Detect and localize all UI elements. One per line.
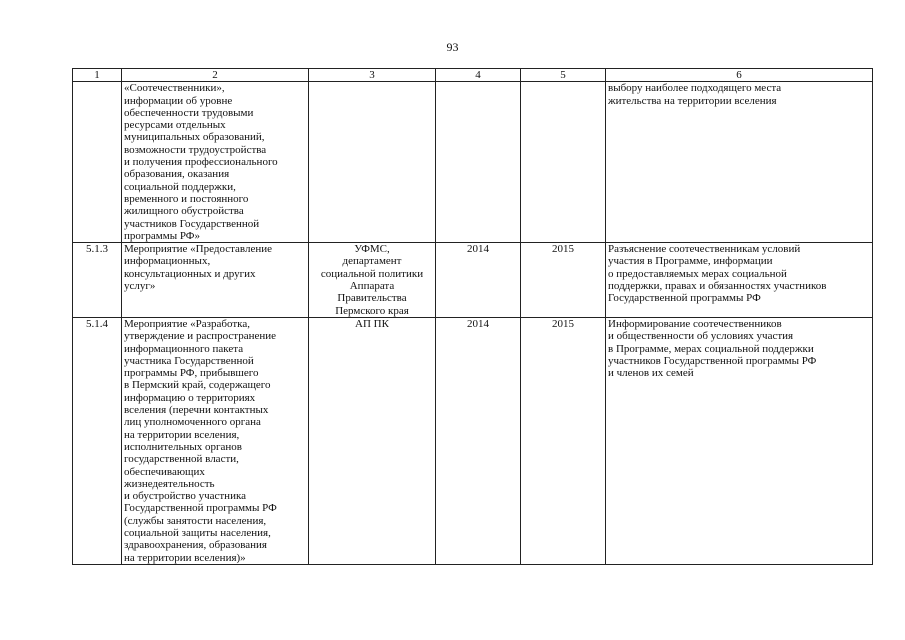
text-line: поддержки, правах и обязанностях участников: [608, 280, 827, 293]
text-line: выбору наиболее подходящего места: [608, 82, 782, 95]
header-col-3: 3: [309, 69, 436, 82]
start-year-cell: [436, 82, 521, 243]
text-line: Пермского края: [335, 304, 409, 317]
text-line: «Соотечественники»,: [124, 82, 225, 95]
header-col-2: 2: [122, 69, 309, 82]
text-line: консультационных и других: [124, 267, 256, 280]
text-line: информацию о территориях: [124, 391, 256, 404]
text-line: и членов их семей: [608, 367, 694, 380]
start-year-cell: 2014: [436, 317, 521, 564]
description-cell: [122, 317, 309, 564]
text-line: утверждение и распространение: [124, 330, 276, 343]
text-line: услуг»: [124, 280, 156, 293]
text-line: АП ПК: [355, 317, 389, 330]
text-line: лиц уполномоченного органа: [124, 416, 261, 429]
row-number-cell: 5.1.3: [73, 243, 122, 318]
text-line: здравоохранения, образования: [124, 539, 267, 552]
row-number-cell: [73, 82, 122, 243]
text-line: на территории вселения,: [124, 428, 240, 441]
text-line: Правительства: [337, 292, 407, 305]
text-line: участников Государственной программы РФ: [608, 354, 817, 367]
header-col-6: 6: [606, 69, 873, 82]
text-line: жительства на территории вселения: [608, 94, 777, 107]
text-line: Мероприятие «Разработка,: [124, 317, 250, 330]
table-row: [73, 243, 873, 318]
header-col-1: 1: [73, 69, 122, 82]
end-year-cell: 2015: [521, 243, 606, 318]
text-line: программы РФ»: [124, 229, 200, 242]
text-line: Разъяснение соотечественникам условий: [608, 243, 801, 256]
executor-cell: [309, 82, 436, 243]
text-line: ресурсами отдельных: [124, 119, 226, 132]
text-line: вселения (перечни контактных: [124, 404, 269, 417]
table-row: [73, 317, 873, 564]
text-line: социальной политики: [320, 267, 424, 280]
text-line: Государственной программы РФ: [124, 502, 277, 515]
measures-table: [72, 68, 873, 565]
text-line: государственной власти,: [124, 453, 239, 466]
table-body: [73, 82, 873, 565]
text-line: о предоставляемых мерах социальной: [608, 267, 787, 280]
end-year-cell: 2015: [521, 317, 606, 564]
text-line: жизнедеятельность: [124, 477, 215, 490]
result-cell: [606, 317, 873, 564]
text-line: участников Государственной: [124, 217, 260, 230]
text-line: социальной защиты населения,: [124, 526, 271, 539]
text-line: и общественности об условиях участия: [608, 330, 794, 343]
text-line: (службы занятости населения,: [124, 514, 267, 527]
text-line: Государственной программы РФ: [608, 292, 761, 305]
page-number: 93: [446, 40, 459, 54]
text-line: в Программе, мерах социальной поддержки: [608, 342, 814, 355]
text-line: информации об уровне: [124, 94, 233, 107]
text-line: исполнительных органов: [124, 440, 242, 453]
result-cell: [606, 82, 873, 243]
text-line: на территории вселения)»: [124, 551, 246, 564]
text-line: информационных,: [124, 255, 211, 268]
result-cell: [606, 243, 873, 318]
start-year-cell: 2014: [436, 243, 521, 318]
text-line: социальной поддержки,: [124, 180, 236, 193]
text-line: обеспеченности трудовыми: [124, 106, 254, 119]
text-line: образования, оказания: [124, 168, 230, 181]
text-line: и обустройство участника: [124, 490, 247, 503]
text-line: Мероприятие «Предоставление: [124, 243, 273, 256]
executor-cell: [309, 317, 436, 564]
text-line: временного и постоянного: [124, 192, 249, 205]
text-line: и получения профессионального: [124, 156, 278, 169]
text-line: департамент: [342, 255, 402, 268]
description-cell: [122, 243, 309, 318]
text-line: программы РФ, прибывшего: [124, 367, 259, 380]
text-line: Информирование соотечественников: [608, 317, 782, 330]
text-line: информационного пакета: [124, 342, 244, 355]
text-line: обеспечивающих: [124, 465, 205, 478]
text-line: УФМС,: [354, 243, 390, 256]
text-line: участия в Программе, информации: [608, 255, 773, 268]
text-line: жилищного обустройства: [124, 205, 244, 218]
text-line: Аппарата: [349, 280, 395, 293]
header-col-4: 4: [436, 69, 521, 82]
table-row: [73, 82, 873, 243]
text-line: муниципальных образований,: [124, 131, 265, 144]
executor-cell: [309, 243, 436, 318]
table-header-row: [73, 69, 873, 82]
text-line: в Пермский край, содержащего: [124, 379, 271, 392]
row-number-cell: 5.1.4: [73, 317, 122, 564]
text-line: возможности трудоустройства: [124, 143, 267, 156]
text-line: участника Государственной: [124, 354, 254, 367]
end-year-cell: [521, 82, 606, 243]
header-col-5: 5: [521, 69, 606, 82]
description-cell: [122, 82, 309, 243]
